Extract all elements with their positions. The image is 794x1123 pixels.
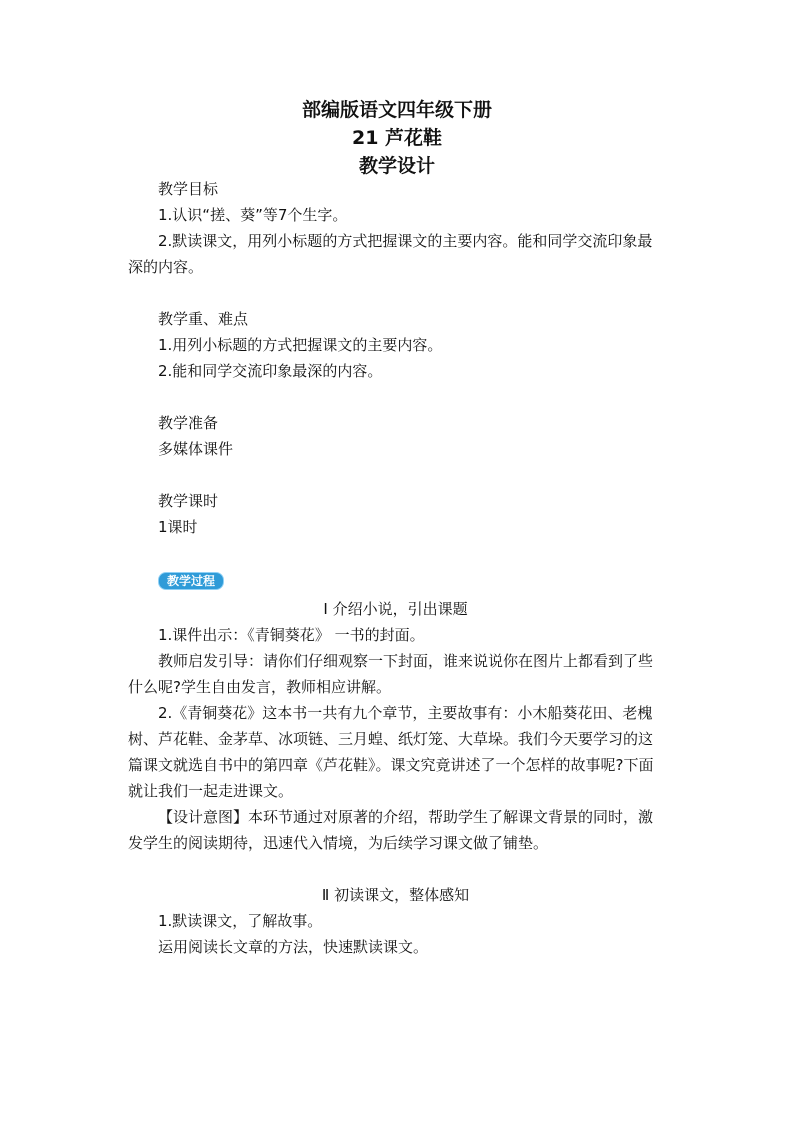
section-2-paragraph: 运用阅读长文章的方法，快速默读课文。 [158, 938, 429, 956]
process-badge-row [128, 566, 663, 596]
key-point-item: 2.能和同学交流印象最深的内容。 [158, 362, 383, 380]
document-title-block [0, 96, 794, 180]
key-points-heading: 教学重、难点 [158, 310, 249, 328]
preparation-text: 多媒体课件 [158, 440, 234, 458]
section-1-heading: Ⅰ 介绍小说，引出课题 [323, 600, 468, 618]
preparation-heading: 教学准备 [158, 414, 219, 432]
section-2-heading: Ⅱ 初读课文，整体感知 [321, 886, 470, 904]
section-1-paragraph: 教师启发引导：请你们仔细观察一下封面，谁来说说你在图片上都看到了些什么呢?学生自由发言，教师相应讲解。 [128, 652, 654, 696]
periods-heading: 教学课时 [158, 492, 219, 510]
section-1-paragraph: 1.课件出示：《青铜葵花》 一书的封面。 [158, 626, 425, 644]
goals-heading: 教学目标 [158, 180, 219, 198]
document-body [128, 176, 663, 960]
goal-item: 1.认识“搓、葵”等7个生字。 [158, 206, 348, 224]
section-1-paragraph: 2.《青铜葵花》这本书一共有九个章节，主要故事有：小木船葵花田、老槐树、芦花鞋、金茅草、冰项链、三月蝗、纸灯笼、大草垛。我们今天要学习的这篇课文就选自书中的第四章《芦花鞋》。课文究竟讲述了一个怎样的故事呢?下面就让我们一起走进课文。 [128, 704, 654, 800]
key-point-item: 1.用列小标题的方式把握课文的主要内容。 [158, 336, 443, 354]
design-title: 教学设计 [358, 155, 435, 177]
process-badge: 教学过程 [158, 572, 224, 590]
design-intent-paragraph: 【设计意图】本环节通过对原著的介绍，帮助学生了解课文背景的同时，激发学生的阅读期待，迅速代入情境，为后续学习课文做了铺垫。 [128, 808, 654, 852]
section-2-paragraph: 1.默读课文，了解故事。 [158, 912, 323, 930]
goal-item: 2.默读课文，用列小标题的方式把握课文的主要内容。能和同学交流印象最深的内容。 [128, 232, 653, 276]
lesson-title: 21 芦花鞋 [351, 127, 443, 149]
periods-text: 1课时 [158, 518, 198, 536]
document-title: 部编版语文四年级下册 [301, 99, 492, 121]
